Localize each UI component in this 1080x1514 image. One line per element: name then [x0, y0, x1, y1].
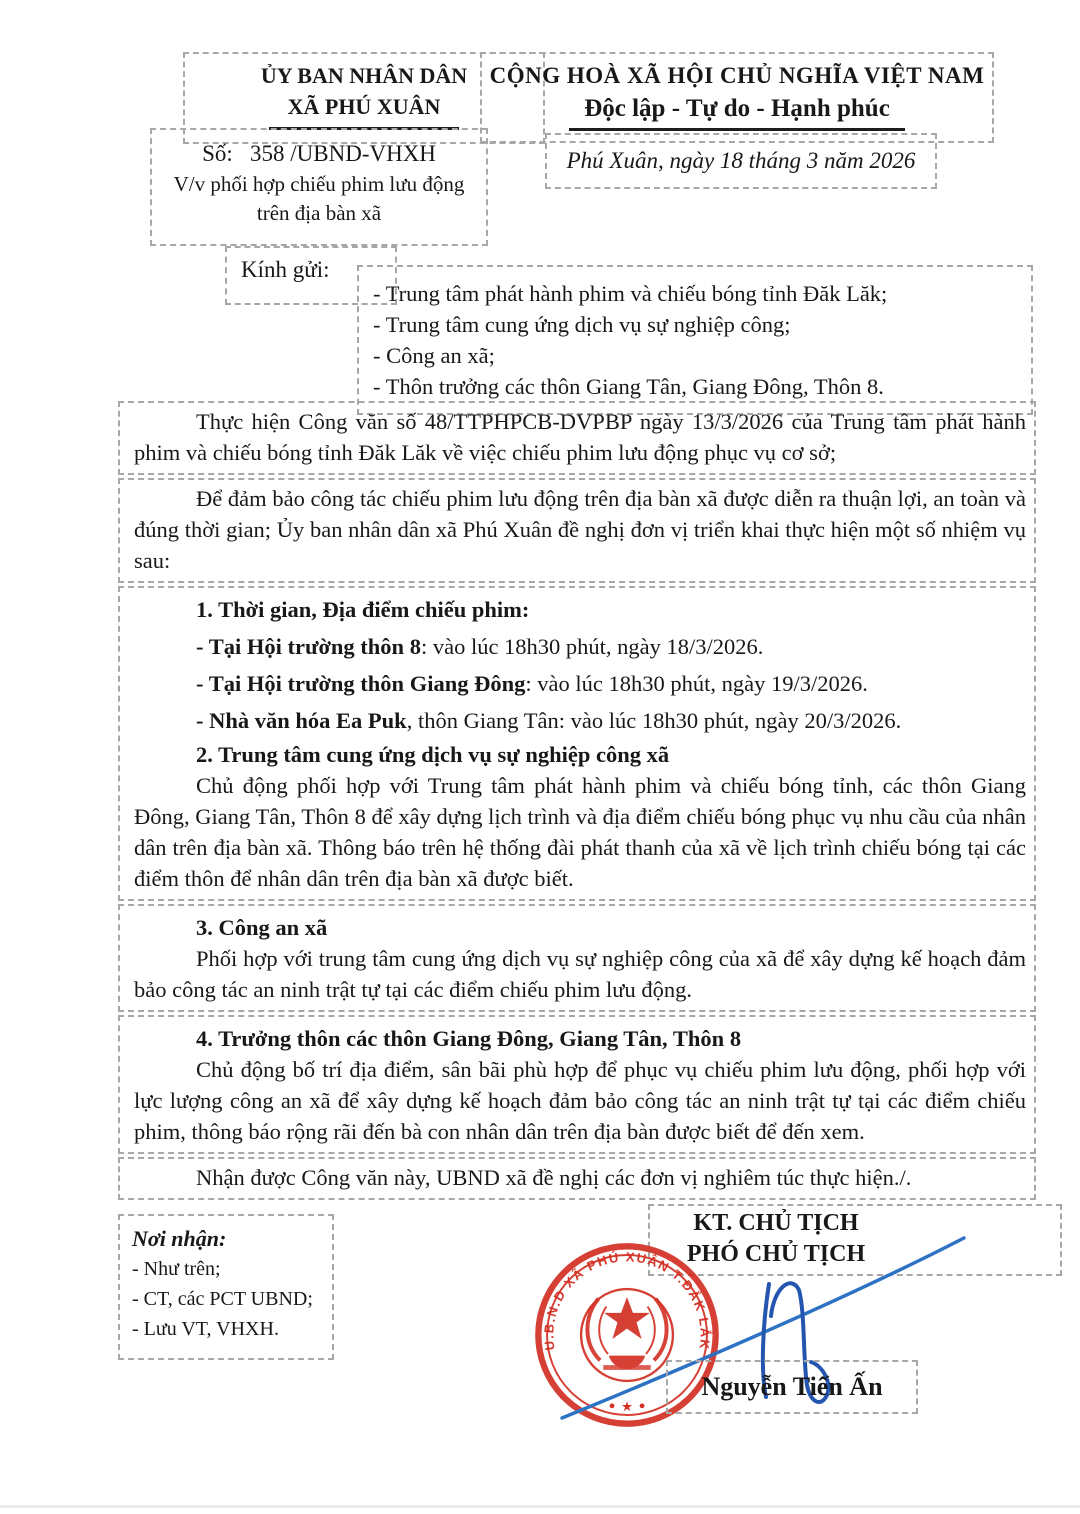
signer-title-line1: KT. CHỦ TỊCH	[693, 1210, 859, 1236]
national-header-block	[480, 52, 994, 143]
body-paragraph-block	[118, 478, 1036, 583]
org-name-line1: ỦY BAN NHÂN DÂN	[260, 63, 468, 88]
schedule-details: : vào lúc 18h30 phút, ngày 19/3/2026.	[525, 671, 868, 696]
recipient-item: - Trung tâm cung ứng dịch vụ sự nghiệp công;	[373, 312, 791, 337]
section-2-paragraph: Chủ động phối hợp với Trung tâm phát hành phim và chiếu bóng tỉnh, các thôn Giang Đông, Giang Tân, Thôn 8 để xây dựng lịch trình và địa điểm chiếu bóng phục vụ nhu cầu của nhân dân trên địa bàn xã. Thông báo trên hệ thống đài phát thanh của xã về lịch trình chiếu bóng tại các điểm thôn để nhân dân trên địa bàn xã được biết.	[134, 773, 1026, 891]
body-paragraph-block	[118, 401, 1036, 475]
kinh-gui-label: Kính gửi:	[241, 257, 330, 282]
closing-line: Nhận được Công văn này, UBND xã đề nghị các đơn vị nghiêm túc thực hiện./.	[196, 1165, 912, 1190]
schedule-details: : vào lúc 18h30 phút, ngày 18/3/2026.	[420, 634, 764, 659]
section-2-title: 2. Trung tâm cung ứng dịch vụ sự nghiệp công xã	[196, 742, 670, 767]
recipients-block	[357, 265, 1033, 415]
schedule-venue: - Tại Hội trường thôn Giang Đông	[196, 671, 526, 696]
section-1-2-block	[118, 586, 1036, 901]
page-edge-line	[0, 1505, 1080, 1508]
schedule-item	[134, 705, 1026, 736]
schedule-item	[134, 631, 1026, 662]
doc-subject-line1: V/v phối hợp chiếu phim lưu động	[173, 172, 465, 196]
place-date: Phú Xuân, ngày 18 tháng 3 năm 2026	[566, 148, 916, 173]
document-body	[118, 401, 1036, 1203]
section-3-paragraph: Phối hợp với trung tâm cung ứng dịch vụ sự nghiệp công của xã để xây dựng kế hoạch đảm bảo công tác an ninh trật tự tại các điểm chiếu phim lưu động.	[134, 946, 1026, 1002]
noi-nhan-item: - CT, các PCT UBND;	[132, 1288, 313, 1310]
recipient-item: - Công an xã;	[373, 343, 495, 368]
schedule-item	[134, 668, 1026, 699]
section-3-title: 3. Công an xã	[196, 915, 328, 940]
schedule-details: , thôn Giang Tân: vào lúc 18h30 phút, ngày 20/3/2026.	[406, 708, 902, 733]
signer-title-line2: PHÓ CHỦ TỊCH	[686, 1241, 866, 1267]
national-title: CỘNG HOÀ XÃ HỘI CHỦ NGHĨA VIỆT NAM	[489, 63, 985, 88]
section-4-title: 4. Trưởng thôn các thôn Giang Đông, Giang Tân, Thôn 8	[196, 1026, 742, 1051]
section-3-block	[118, 904, 1036, 1012]
motto-underline	[569, 128, 905, 131]
seal-bottom-marks: • ★ •	[607, 1400, 647, 1415]
doc-number-block	[150, 128, 488, 246]
national-motto: Độc lập - Tự do - Hạnh phúc	[584, 95, 890, 122]
recipient-item: - Trung tâm phát hành phim và chiếu bóng tỉnh Đăk Lăk;	[373, 281, 888, 306]
noi-nhan-item: - Như trên;	[132, 1258, 221, 1280]
seal-ring-text: U.B.N.D XÃ PHÚ XUÂN T.ĐẮK LẮK	[541, 1249, 713, 1352]
section-4-block	[118, 1015, 1036, 1154]
schedule-venue: - Tại Hội trường thôn 8	[196, 634, 421, 659]
doc-subject-line2: trên địa bàn xã	[256, 201, 382, 225]
place-date-block	[545, 133, 937, 189]
closing-block	[118, 1157, 1036, 1200]
body-paragraph: Để đảm bảo công tác chiếu phim lưu động trên địa bàn xã được diễn ra thuận lợi, an toàn và đúng thời gian; Ủy ban nhân dân xã Phú Xuân đề nghị đơn vị triển khai thực hiện một số nhiệm vụ sau:	[134, 486, 1026, 573]
schedule-venue: - Nhà văn hóa Ea Puk	[196, 708, 407, 733]
noi-nhan-block	[118, 1214, 334, 1360]
section-4-paragraph: Chủ động bố trí địa điểm, sân bãi phù hợp để phục vụ chiếu phim lưu động, phối hợp với lực lượng công an xã để xây dựng kế hoạch đảm bảo công tác an ninh trật tự tại các điểm chiếu phim, thông báo rộng rãi đến bà con nhân dân trên địa bàn được biết để đến xem.	[134, 1057, 1026, 1144]
org-name-line2: XÃ PHÚ XUÂN	[287, 94, 441, 119]
noi-nhan-label: Nơi nhận:	[132, 1226, 227, 1251]
section-1-title: 1. Thời gian, Địa điểm chiếu phim:	[196, 597, 530, 622]
recipient-item: - Thôn trưởng các thôn Giang Tân, Giang Đông, Thôn 8.	[373, 374, 884, 399]
doc-number: Số: 358 /UBND-VHXH	[202, 141, 436, 166]
signer-name: Nguyễn Tiến Ấn	[701, 1372, 883, 1401]
document-footer	[0, 1198, 1080, 1514]
body-paragraph: Thực hiện Công văn số 48/TTPHPCB-DVPBP ngày 13/3/2026 của Trung tâm phát hành phim và chiếu bóng tỉnh Đăk Lăk về việc chiếu phim lưu động phục vụ cơ sở;	[134, 409, 1026, 465]
signer-name-block	[666, 1360, 918, 1414]
noi-nhan-item: - Lưu VT, VHXH.	[132, 1318, 279, 1340]
